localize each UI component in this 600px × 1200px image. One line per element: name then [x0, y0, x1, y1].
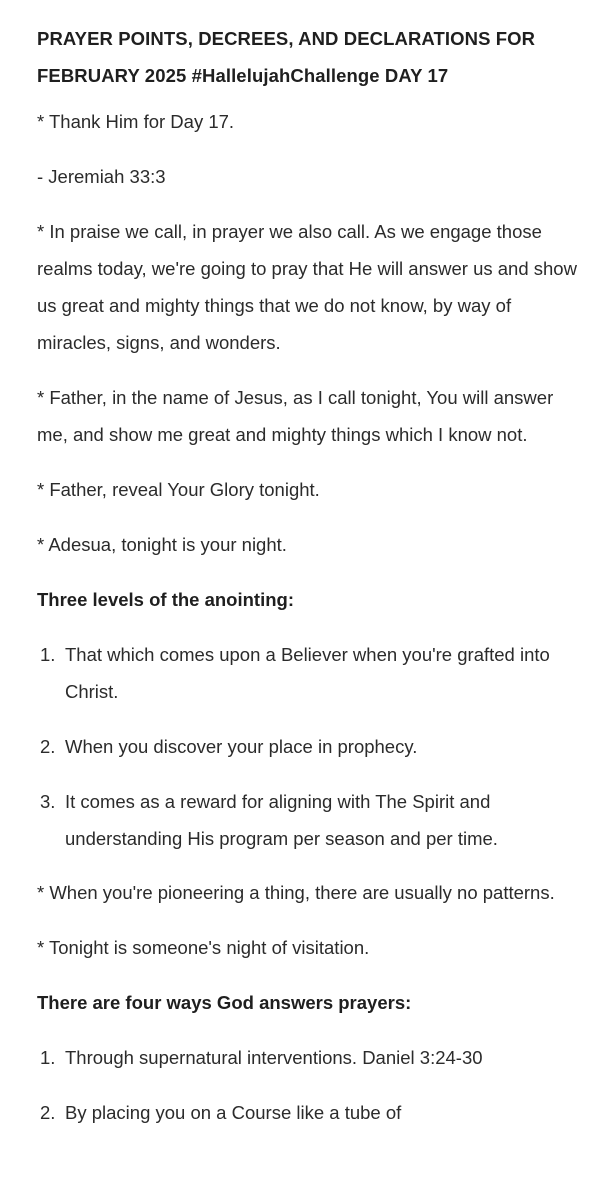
list-item [37, 1094, 577, 1131]
section-heading-four-ways: There are four ways God answers prayers: [37, 992, 412, 1013]
list-item-text: Through supernatural interventions. Daniel 3:24-30 [65, 1047, 483, 1068]
paragraph-thank-him: * Thank Him for Day 17. [37, 111, 235, 132]
paragraph-reveal-glory: * Father, reveal Your Glory tonight. [37, 479, 320, 500]
document-body [37, 20, 577, 1131]
paragraph-visitation: * Tonight is someone's night of visitation. [37, 937, 370, 958]
document-title: PRAYER POINTS, DECREES, AND DECLARATIONS FOR FEBRUARY 2025 #HallelujahChallenge DAY 17 [37, 28, 536, 86]
list-item-number: 3. [40, 791, 56, 812]
list-item-number: 1. [40, 644, 56, 665]
paragraph-adesua: * Adesua, tonight is your night. [37, 534, 287, 555]
four-ways-list [37, 1039, 577, 1131]
list-item [37, 1039, 577, 1076]
list-item-text: That which comes upon a Believer when you're grafted into Christ. [65, 644, 550, 702]
list-item-number: 1. [40, 1047, 56, 1068]
paragraph-pioneering: * When you're pioneering a thing, there are usually no patterns. [37, 882, 555, 903]
paragraph-father-call: * Father, in the name of Jesus, as I call tonight, You will answer me, and show me great and mighty things which I know not. [37, 387, 554, 445]
list-item-text: It comes as a reward for aligning with The Spirit and understanding His program per season and per time. [65, 791, 498, 849]
list-item-number: 2. [40, 736, 56, 757]
anointing-list [37, 636, 577, 857]
list-item-text: By placing you on a Course like a tube of [65, 1102, 402, 1123]
paragraph-scripture-reference: - Jeremiah 33:3 [37, 166, 166, 187]
section-heading-anointing: Three levels of the anointing: [37, 589, 294, 610]
paragraph-praise-call: * In praise we call, in prayer we also call. As we engage those realms today, we're going to pray that He will answer us and show us great and mighty things that we do not know, by way of miracles, signs, and wonders. [37, 221, 577, 353]
list-item [37, 728, 577, 765]
list-item-text: When you discover your place in prophecy. [65, 736, 418, 757]
list-item [37, 636, 577, 710]
list-item-number: 2. [40, 1102, 56, 1123]
list-item [37, 783, 577, 857]
